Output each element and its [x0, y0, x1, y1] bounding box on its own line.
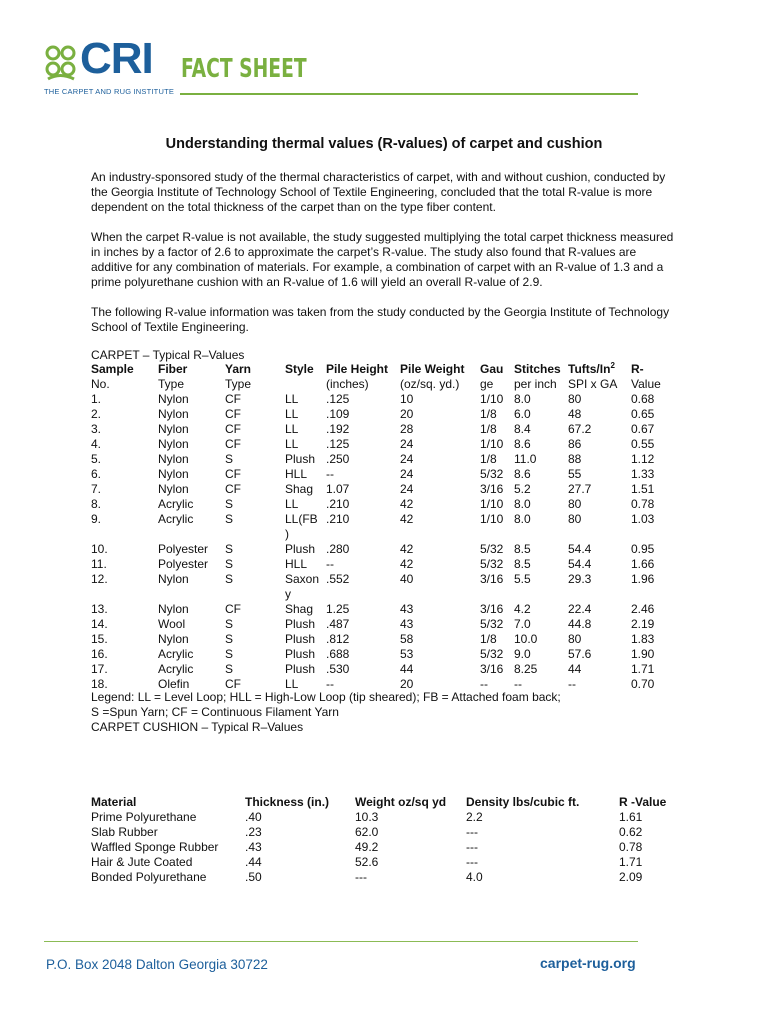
table-cell: ---: [466, 840, 478, 854]
table-cell: 3/16: [480, 602, 504, 616]
table-cell: 44: [568, 662, 582, 676]
table-cell: LL(FB ): [285, 512, 318, 541]
table-cell: 5/32: [480, 542, 504, 556]
table-cell: .109: [326, 407, 350, 421]
table-cell: Polyester: [158, 542, 209, 556]
table-cell: S: [225, 452, 234, 466]
table-cell: .40: [245, 810, 262, 824]
table-row: [89, 482, 669, 497]
table-cell: 14.: [91, 617, 108, 631]
table-cell: --: [326, 557, 334, 571]
table-cell: 11.: [91, 557, 107, 571]
table-cell: LL: [285, 407, 299, 421]
table-row: [89, 617, 669, 632]
table-cell: HLL: [285, 467, 308, 481]
table-cell: 54.4: [568, 542, 592, 556]
table-cell: LL: [285, 677, 299, 691]
table-cell: .688: [326, 647, 350, 661]
table-cell: 80: [568, 512, 582, 526]
carpet-header-superscript: 2: [610, 362, 615, 370]
table-cell: Polyester: [158, 557, 209, 571]
table-cell: .125: [326, 437, 350, 451]
table-cell: 10.3: [355, 810, 379, 824]
cushion-table-caption: CARPET CUSHION – Typical R–Values: [91, 720, 304, 734]
table-cell: 44: [400, 662, 414, 676]
carpet-header-label: Gau: [480, 362, 504, 376]
table-cell: 67.2: [568, 422, 592, 436]
carpet-r-value-table: [89, 362, 669, 692]
table-cell: 58: [400, 632, 414, 646]
table-cell: Acrylic: [158, 662, 194, 676]
table-cell: Plush: [285, 617, 316, 631]
table-cell: 8.4: [514, 422, 531, 436]
table-cell: Nylon: [158, 602, 189, 616]
table-cell: 20: [400, 677, 414, 691]
table-cell: 2.09: [619, 870, 643, 884]
table-cell: 1/10: [480, 497, 504, 511]
table-cell: 5.5: [514, 572, 531, 586]
table-cell: S: [225, 632, 234, 646]
carpet-header-cell: [324, 362, 398, 392]
table-cell: 0.95: [631, 542, 655, 556]
table-row: [89, 437, 669, 452]
table-cell: Nylon: [158, 482, 189, 496]
carpet-header-sublabel: No.: [91, 377, 110, 391]
page-title: Understanding thermal values (R-values) of carpet and cushion: [165, 136, 603, 152]
table-cell: 80: [568, 497, 582, 511]
cushion-header-cell: Weight oz/sq yd: [355, 795, 447, 809]
table-cell: 17.: [91, 662, 108, 676]
cri-logo-icon: [44, 44, 80, 82]
carpet-header-label: Fiber: [158, 362, 188, 376]
table-cell: 8.5: [514, 542, 531, 556]
carpet-header-sublabel: Type: [158, 377, 185, 391]
cushion-header-cell: R -Value: [619, 795, 667, 809]
carpet-header-sublabel: ge: [480, 377, 494, 391]
table-cell: Acrylic: [158, 647, 194, 661]
table-cell: 5.: [91, 452, 102, 466]
table-row: [89, 810, 677, 825]
footer-divider: [44, 941, 638, 942]
table-cell: Slab Rubber: [91, 825, 158, 839]
table-cell: S: [225, 512, 234, 526]
table-cell: --: [480, 677, 488, 691]
table-cell: Plush: [285, 632, 316, 646]
table-cell: CF: [225, 407, 241, 421]
table-cell: CF: [225, 392, 241, 406]
table-row: [89, 422, 669, 437]
table-cell: ---: [466, 825, 478, 839]
table-cell: Nylon: [158, 437, 189, 451]
table-cell: 15.: [91, 632, 108, 646]
cushion-table-header: [89, 795, 677, 810]
cushion-header-cell: Material: [91, 795, 137, 809]
table-cell: 42: [400, 497, 414, 511]
carpet-header-sublabel: Value: [631, 377, 661, 391]
page-header: [44, 34, 644, 100]
header-divider: [180, 93, 638, 95]
logo-subtitle: THE CARPET AND RUG INSTITUTE: [44, 87, 175, 96]
table-cell: 9.0: [514, 647, 531, 661]
carpet-header-label: Pile Weight: [400, 362, 465, 376]
carpet-header-cell: [478, 362, 512, 392]
table-cell: 3.: [91, 422, 102, 436]
table-cell: 1/10: [480, 437, 504, 451]
table-cell: 10: [400, 392, 414, 406]
table-cell: S: [225, 662, 234, 676]
table-cell: Nylon: [158, 452, 189, 466]
carpet-table-caption: CARPET – Typical R–Values: [91, 348, 245, 362]
table-cell: LL: [285, 497, 299, 511]
table-cell: Nylon: [158, 632, 189, 646]
table-cell: 22.4: [568, 602, 592, 616]
table-row: [89, 407, 669, 422]
table-cell: 4.0: [466, 870, 483, 884]
table-cell: CF: [225, 602, 241, 616]
table-cell: 9.: [91, 512, 102, 526]
table-cell: 1.03: [631, 512, 655, 526]
table-cell: 8.6: [514, 437, 531, 451]
table-row: [89, 392, 669, 407]
table-cell: 43: [400, 602, 414, 616]
cushion-r-value-table: [89, 795, 677, 885]
carpet-header-cell: [89, 362, 156, 392]
carpet-header-sublabel: per inch: [514, 377, 557, 391]
table-cell: 8.0: [514, 392, 531, 406]
legend-line-1: Legend: LL = Level Loop; HLL = High-Low Loop (tip sheared); FB = Attached foam back;: [91, 690, 561, 704]
table-row: [89, 467, 669, 482]
table-cell: Nylon: [158, 407, 189, 421]
table-cell: Nylon: [158, 392, 189, 406]
table-cell: 0.62: [619, 825, 643, 839]
carpet-table-header: [89, 362, 669, 392]
table-cell: 1.61: [619, 810, 643, 824]
table-cell: Plush: [285, 452, 316, 466]
table-cell: 86: [568, 437, 582, 451]
table-cell: Shag: [285, 482, 314, 496]
carpet-header-label: Style: [285, 362, 314, 376]
table-cell: 1/8: [480, 452, 497, 466]
carpet-header-label: Sample: [91, 362, 134, 376]
table-cell: LL: [285, 392, 299, 406]
table-cell: .210: [326, 512, 350, 526]
table-cell: Acrylic: [158, 512, 194, 526]
carpet-header-cell: [223, 362, 283, 392]
table-cell: 1.07: [326, 482, 350, 496]
table-cell: Prime Polyurethane: [91, 810, 197, 824]
table-cell: 43: [400, 617, 414, 631]
table-cell: Hair & Jute Coated: [91, 855, 193, 869]
table-cell: .43: [245, 840, 262, 854]
table-cell: CF: [225, 677, 241, 691]
carpet-header-cell: [512, 362, 566, 392]
table-cell: 1.51: [631, 482, 655, 496]
table-cell: HLL: [285, 557, 308, 571]
table-cell: 3/16: [480, 572, 504, 586]
table-cell: 13.: [91, 602, 108, 616]
table-row: [89, 840, 677, 855]
table-cell: LL: [285, 422, 299, 436]
table-cell: 1.71: [619, 855, 643, 869]
table-cell: 3/16: [480, 482, 504, 496]
table-cell: LL: [285, 437, 299, 451]
table-cell: .552: [326, 572, 350, 586]
table-cell: 24: [400, 452, 414, 466]
table-row: [89, 602, 669, 617]
table-cell: 42: [400, 542, 414, 556]
table-cell: .250: [326, 452, 350, 466]
carpet-header-sublabel: (oz/sq. yd.): [400, 377, 460, 391]
table-row: [89, 647, 669, 662]
table-cell: 5/32: [480, 467, 504, 481]
table-cell: 0.65: [631, 407, 655, 421]
table-cell: 4.2: [514, 602, 531, 616]
table-cell: 1/8: [480, 407, 497, 421]
table-row: [89, 542, 669, 557]
table-cell: 8.5: [514, 557, 531, 571]
table-cell: 54.4: [568, 557, 592, 571]
fact-sheet-label: FACT SHEET: [181, 54, 307, 84]
table-cell: Acrylic: [158, 497, 194, 511]
carpet-header-cell: [629, 362, 669, 392]
table-cell: 2.2: [466, 810, 483, 824]
table-row: [89, 662, 669, 677]
table-cell: 0.55: [631, 437, 655, 451]
table-cell: 8.6: [514, 467, 531, 481]
cushion-header-cell: Density lbs/cubic ft.: [466, 795, 580, 809]
table-cell: 80: [568, 632, 582, 646]
table-cell: 7.: [91, 482, 102, 496]
table-cell: 1/8: [480, 632, 497, 646]
table-cell: 3/16: [480, 662, 504, 676]
carpet-header-label: Pile Height: [326, 362, 389, 376]
table-cell: 4.: [91, 437, 102, 451]
footer-address: P.O. Box 2048 Dalton Georgia 30722: [46, 957, 268, 972]
table-cell: Nylon: [158, 572, 189, 586]
table-cell: 1.96: [631, 572, 655, 586]
table-cell: 42: [400, 512, 414, 526]
table-cell: 8.0: [514, 512, 531, 526]
table-cell: 88: [568, 452, 582, 466]
table-cell: 55: [568, 467, 582, 481]
table-cell: 20: [400, 407, 414, 421]
table-cell: Nylon: [158, 422, 189, 436]
source-paragraph: The following R-value information was taken from the study conducted by the Georgia Institute of Technology School of Textile Engineering.: [91, 305, 670, 334]
table-cell: 8.: [91, 497, 102, 511]
table-cell: 6.0: [514, 407, 531, 421]
table-cell: 27.7: [568, 482, 592, 496]
table-cell: 7.0: [514, 617, 531, 631]
table-cell: 8.0: [514, 497, 531, 511]
table-cell: 24: [400, 482, 414, 496]
logo-text: CRI: [80, 34, 153, 83]
table-row: [89, 632, 669, 647]
table-cell: 8.25: [514, 662, 538, 676]
carpet-header-cell: [566, 362, 629, 392]
table-cell: Plush: [285, 647, 316, 661]
table-cell: 80: [568, 392, 582, 406]
table-row: [89, 855, 677, 870]
table-cell: 1.: [91, 392, 102, 406]
carpet-header-cell: [283, 362, 324, 392]
table-cell: .812: [326, 632, 350, 646]
table-cell: Olefin: [158, 677, 190, 691]
table-cell: .530: [326, 662, 350, 676]
table-cell: CF: [225, 437, 241, 451]
table-cell: 2.: [91, 407, 102, 421]
table-cell: 42: [400, 557, 414, 571]
table-cell: 48: [568, 407, 582, 421]
table-cell: 1.66: [631, 557, 655, 571]
carpet-header-cell: [398, 362, 478, 392]
table-cell: 5/32: [480, 617, 504, 631]
table-cell: 62.0: [355, 825, 379, 839]
table-cell: Plush: [285, 662, 316, 676]
table-cell: Nylon: [158, 467, 189, 481]
table-cell: 1/8: [480, 422, 497, 436]
table-cell: CF: [225, 467, 241, 481]
table-cell: 24: [400, 467, 414, 481]
table-cell: CF: [225, 422, 241, 436]
table-cell: 1.33: [631, 467, 655, 481]
table-cell: S: [225, 647, 234, 661]
table-row: [89, 557, 669, 572]
table-cell: 12.: [91, 572, 108, 586]
table-cell: Waffled Sponge Rubber: [91, 840, 219, 854]
footer-website-link[interactable]: carpet-rug.org: [540, 955, 636, 971]
table-cell: Plush: [285, 542, 316, 556]
table-cell: 2.19: [631, 617, 655, 631]
table-cell: 0.68: [631, 392, 655, 406]
carpet-header-sublabel: (inches): [326, 377, 369, 391]
table-cell: 1/10: [480, 512, 504, 526]
intro-paragraph: An industry-sponsored study of the thermal characteristics of carpet, with and without cushion, conducted by the Georgia Institute of Technology School of Textile Engineering, concluded that the total R-value is more dependent on the total thickness of the carpet than on the type fiber content.: [91, 170, 666, 214]
table-cell: Bonded Polyurethane: [91, 870, 207, 884]
table-cell: .50: [245, 870, 262, 884]
table-cell: CF: [225, 482, 241, 496]
table-cell: .125: [326, 392, 350, 406]
table-cell: S: [225, 497, 234, 511]
table-cell: 16.: [91, 647, 108, 661]
table-cell: 57.6: [568, 647, 592, 661]
carpet-header-label: Tufts/In: [568, 362, 611, 376]
table-cell: 1.90: [631, 647, 655, 661]
table-cell: 6.: [91, 467, 102, 481]
table-cell: 0.70: [631, 677, 655, 691]
table-cell: 10.: [91, 542, 108, 556]
table-row: [89, 825, 677, 840]
table-cell: 0.78: [619, 840, 643, 854]
table-cell: 1/10: [480, 392, 504, 406]
table-cell: 2.46: [631, 602, 655, 616]
table-cell: 0.78: [631, 497, 655, 511]
table-cell: .192: [326, 422, 350, 436]
table-cell: ---: [355, 870, 367, 884]
table-row: [89, 497, 669, 512]
table-cell: .23: [245, 825, 262, 839]
table-cell: 44.8: [568, 617, 592, 631]
method-paragraph: When the carpet R-value is not available, the study suggested multiplying the total carpet thickness measured in inches by a factor of 2.6 to approximate the carpet’s R-value. The study also found that R-values are additive for any combination of materials. For example, a combination of carpet with an R-value of 1.3 and a prime polyurethane cushion with an R-value of 1.6 will yield an overall R-value of 2.9.: [91, 230, 674, 289]
table-cell: .280: [326, 542, 350, 556]
table-cell: .210: [326, 497, 350, 511]
table-cell: S: [225, 557, 234, 571]
carpet-header-label: Stitches: [514, 362, 561, 376]
table-cell: 40: [400, 572, 414, 586]
table-cell: 29.3: [568, 572, 592, 586]
table-cell: --: [514, 677, 522, 691]
table-cell: 52.6: [355, 855, 379, 869]
table-cell: S: [225, 572, 234, 586]
table-row: [89, 572, 669, 602]
table-cell: 28: [400, 422, 414, 436]
table-cell: 1.83: [631, 632, 655, 646]
table-cell: Shag: [285, 602, 314, 616]
table-cell: --: [326, 677, 334, 691]
carpet-header-cell: [156, 362, 223, 392]
carpet-header-sublabel: Type: [225, 377, 252, 391]
table-cell: S: [225, 617, 234, 631]
cushion-header-cell: Thickness (in.): [245, 795, 330, 809]
table-cell: .487: [326, 617, 350, 631]
carpet-header-label: Yarn: [225, 362, 252, 376]
table-cell: 1.71: [631, 662, 655, 676]
table-cell: 5.2: [514, 482, 531, 496]
table-cell: 1.12: [631, 452, 655, 466]
table-row: [89, 512, 669, 542]
table-cell: ---: [466, 855, 478, 869]
table-cell: 53: [400, 647, 414, 661]
table-cell: --: [326, 467, 334, 481]
table-cell: 49.2: [355, 840, 379, 854]
table-cell: 10.0: [514, 632, 538, 646]
carpet-header-label: R-: [631, 362, 644, 376]
table-cell: 5/32: [480, 557, 504, 571]
table-cell: 11.0: [514, 452, 537, 466]
table-cell: S: [225, 542, 234, 556]
table-cell: Wool: [158, 617, 186, 631]
table-cell: 24: [400, 437, 414, 451]
table-row: [89, 870, 677, 885]
carpet-header-sublabel: SPI x GA: [568, 377, 618, 391]
table-row: [89, 452, 669, 467]
table-cell: 0.67: [631, 422, 655, 436]
table-cell: 1.25: [326, 602, 350, 616]
table-cell: Saxon y: [285, 572, 320, 601]
table-cell: 18.: [91, 677, 108, 691]
legend-line-2: S =Spun Yarn; CF = Continuous Filament Yarn: [91, 705, 339, 719]
table-cell: --: [568, 677, 576, 691]
table-cell: 5/32: [480, 647, 504, 661]
table-cell: .44: [245, 855, 262, 869]
